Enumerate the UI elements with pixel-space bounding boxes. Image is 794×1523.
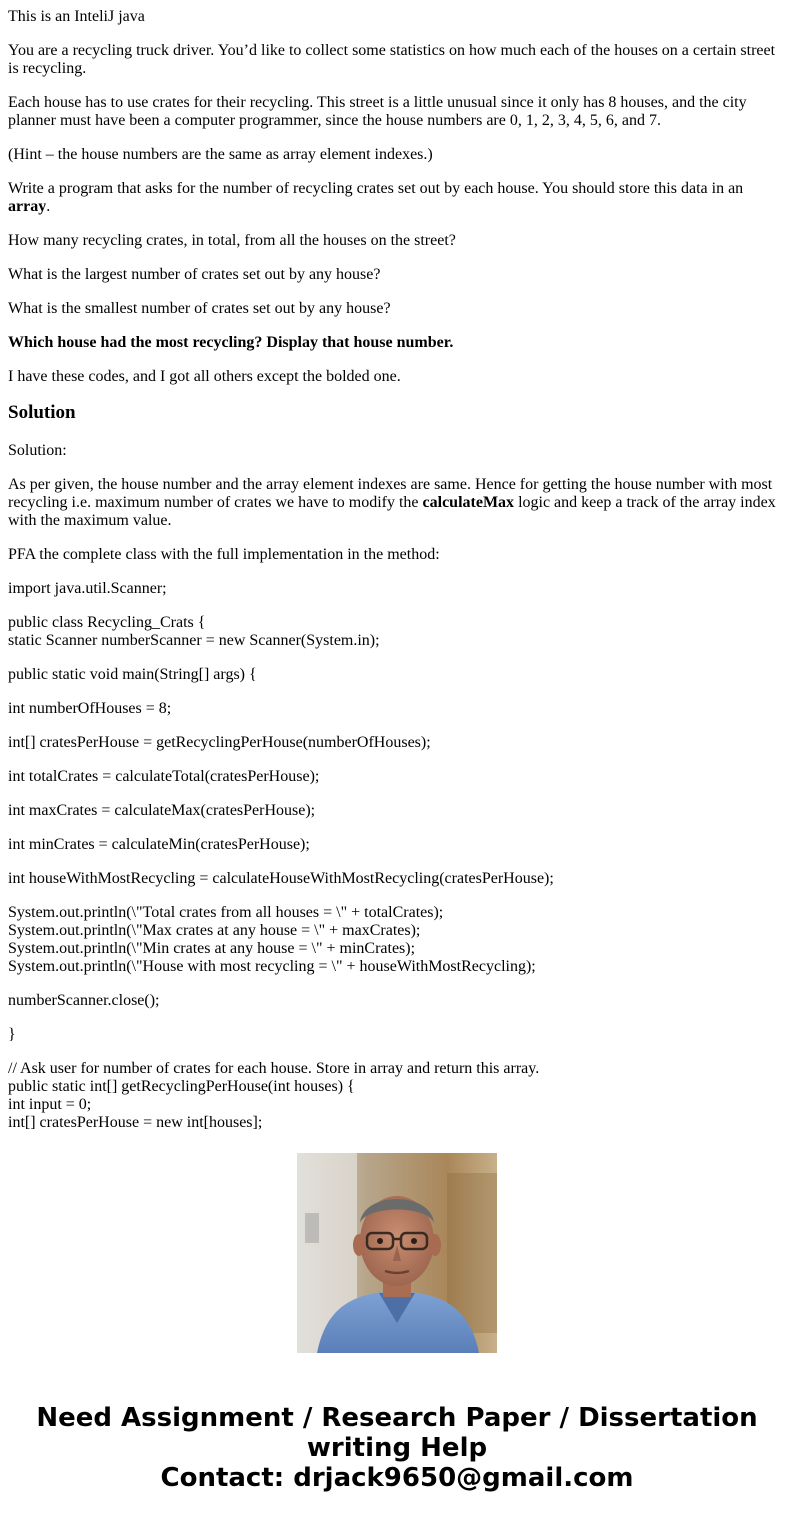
code-line-main: public static void main(String[] args) {	[8, 666, 257, 683]
code-line-close: numberScanner.close();	[8, 992, 160, 1009]
problem-paragraph-5: I have these codes, and I got all others except the bolded one.	[8, 368, 401, 385]
footer-contact: Contact: drjack9650@gmail.com	[160, 1463, 634, 1493]
solution-expl-a: As per given, the house number and the array element indexes are same. Hence for getting the house number with most recycling i.e. maximum number of crates we have to modify the	[8, 476, 773, 511]
code-line-class: public class Recycling_Crats {	[8, 614, 206, 631]
question-most-recycling	[8, 334, 786, 352]
solution-explanation	[8, 476, 786, 530]
problem-paragraph-4	[8, 180, 786, 216]
code-line-print-total: System.out.println(\"Total crates from all houses = \" + totalCrates);	[8, 904, 444, 921]
code-line-input: int input = 0;	[8, 1096, 92, 1113]
question-most-recycling-bold: Which house had the most recycling? Display that house number.	[8, 334, 454, 351]
code-line-print-max: System.out.println(\"Max crates at any house = \" + maxCrates);	[8, 922, 421, 939]
solution-label: Solution:	[8, 442, 67, 459]
footer-banner	[0, 1403, 794, 1493]
hint-paragraph: (Hint – the house numbers are the same as array element indexes.)	[8, 146, 433, 163]
code-line-comment: // Ask user for number of crates for each house. Store in array and return this array.	[8, 1060, 540, 1077]
solution-heading: Solution	[8, 402, 76, 423]
code-line-close-brace: }	[8, 1026, 16, 1043]
code-line-print-house: System.out.println(\"House with most recycling = \" + houseWithMostRecycling);	[8, 958, 536, 975]
document-content	[8, 0, 786, 1131]
p4-bold-array: array	[8, 198, 47, 215]
code-line-total: int totalCrates = calculateTotal(cratesPerHouse);	[8, 768, 320, 785]
author-avatar	[297, 1153, 497, 1353]
p4-end: .	[46, 198, 51, 215]
solution-pfa: PFA the complete class with the full implementation in the method:	[8, 546, 440, 563]
solution-expl-bold: calculateMax	[422, 494, 515, 511]
code-line-array-decl: int[] cratesPerHouse = new int[houses];	[8, 1114, 263, 1131]
footer-line-1: Need Assignment / Research Paper / Dissertation	[36, 1403, 758, 1433]
code-line-crates-per-house: int[] cratesPerHouse = getRecyclingPerHouse(numberOfHouses);	[8, 734, 431, 751]
problem-paragraph-1: You are a recycling truck driver. You’d like to collect some statistics on how much each of the houses on a certain street is recycling.	[8, 42, 776, 77]
code-line-house-most: int houseWithMostRecycling = calculateHouseWithMostRecycling(cratesPerHouse);	[8, 870, 554, 887]
question-total: How many recycling crates, in total, from all the houses on the street?	[8, 232, 456, 249]
code-line-min: int minCrates = calculateMin(cratesPerHouse);	[8, 836, 310, 853]
code-line-num-houses: int numberOfHouses = 8;	[8, 700, 172, 717]
question-smallest: What is the smallest number of crates set out by any house?	[8, 300, 391, 317]
intro-text: This is an InteliJ java	[8, 8, 145, 25]
code-line-max: int maxCrates = calculateMax(cratesPerHouse);	[8, 802, 316, 819]
p4-text: Write a program that asks for the number of recycling crates set out by each house. You should store this data in an	[8, 180, 744, 197]
code-line-import: import java.util.Scanner;	[8, 580, 167, 597]
author-photo-image	[297, 1153, 497, 1353]
code-line-scanner: static Scanner numberScanner = new Scanner(System.in);	[8, 632, 380, 649]
code-line-print-min: System.out.println(\"Min crates at any house = \" + minCrates);	[8, 940, 416, 957]
code-line-method-sig: public static int[] getRecyclingPerHouse(int houses) {	[8, 1078, 355, 1095]
solution-expl-b: logic and keep a track of the array index with the maximum value.	[8, 494, 776, 529]
question-largest: What is the largest number of crates set out by any house?	[8, 266, 381, 283]
problem-paragraph-2: Each house has to use crates for their recycling. This street is a little unusual since it only has 8 houses, and the city planner must have been a computer programmer, since the house numbers are 0, 1, 2, 3, 4, 5, 6, and 7.	[8, 94, 747, 129]
footer-line-2: writing Help	[306, 1433, 488, 1463]
